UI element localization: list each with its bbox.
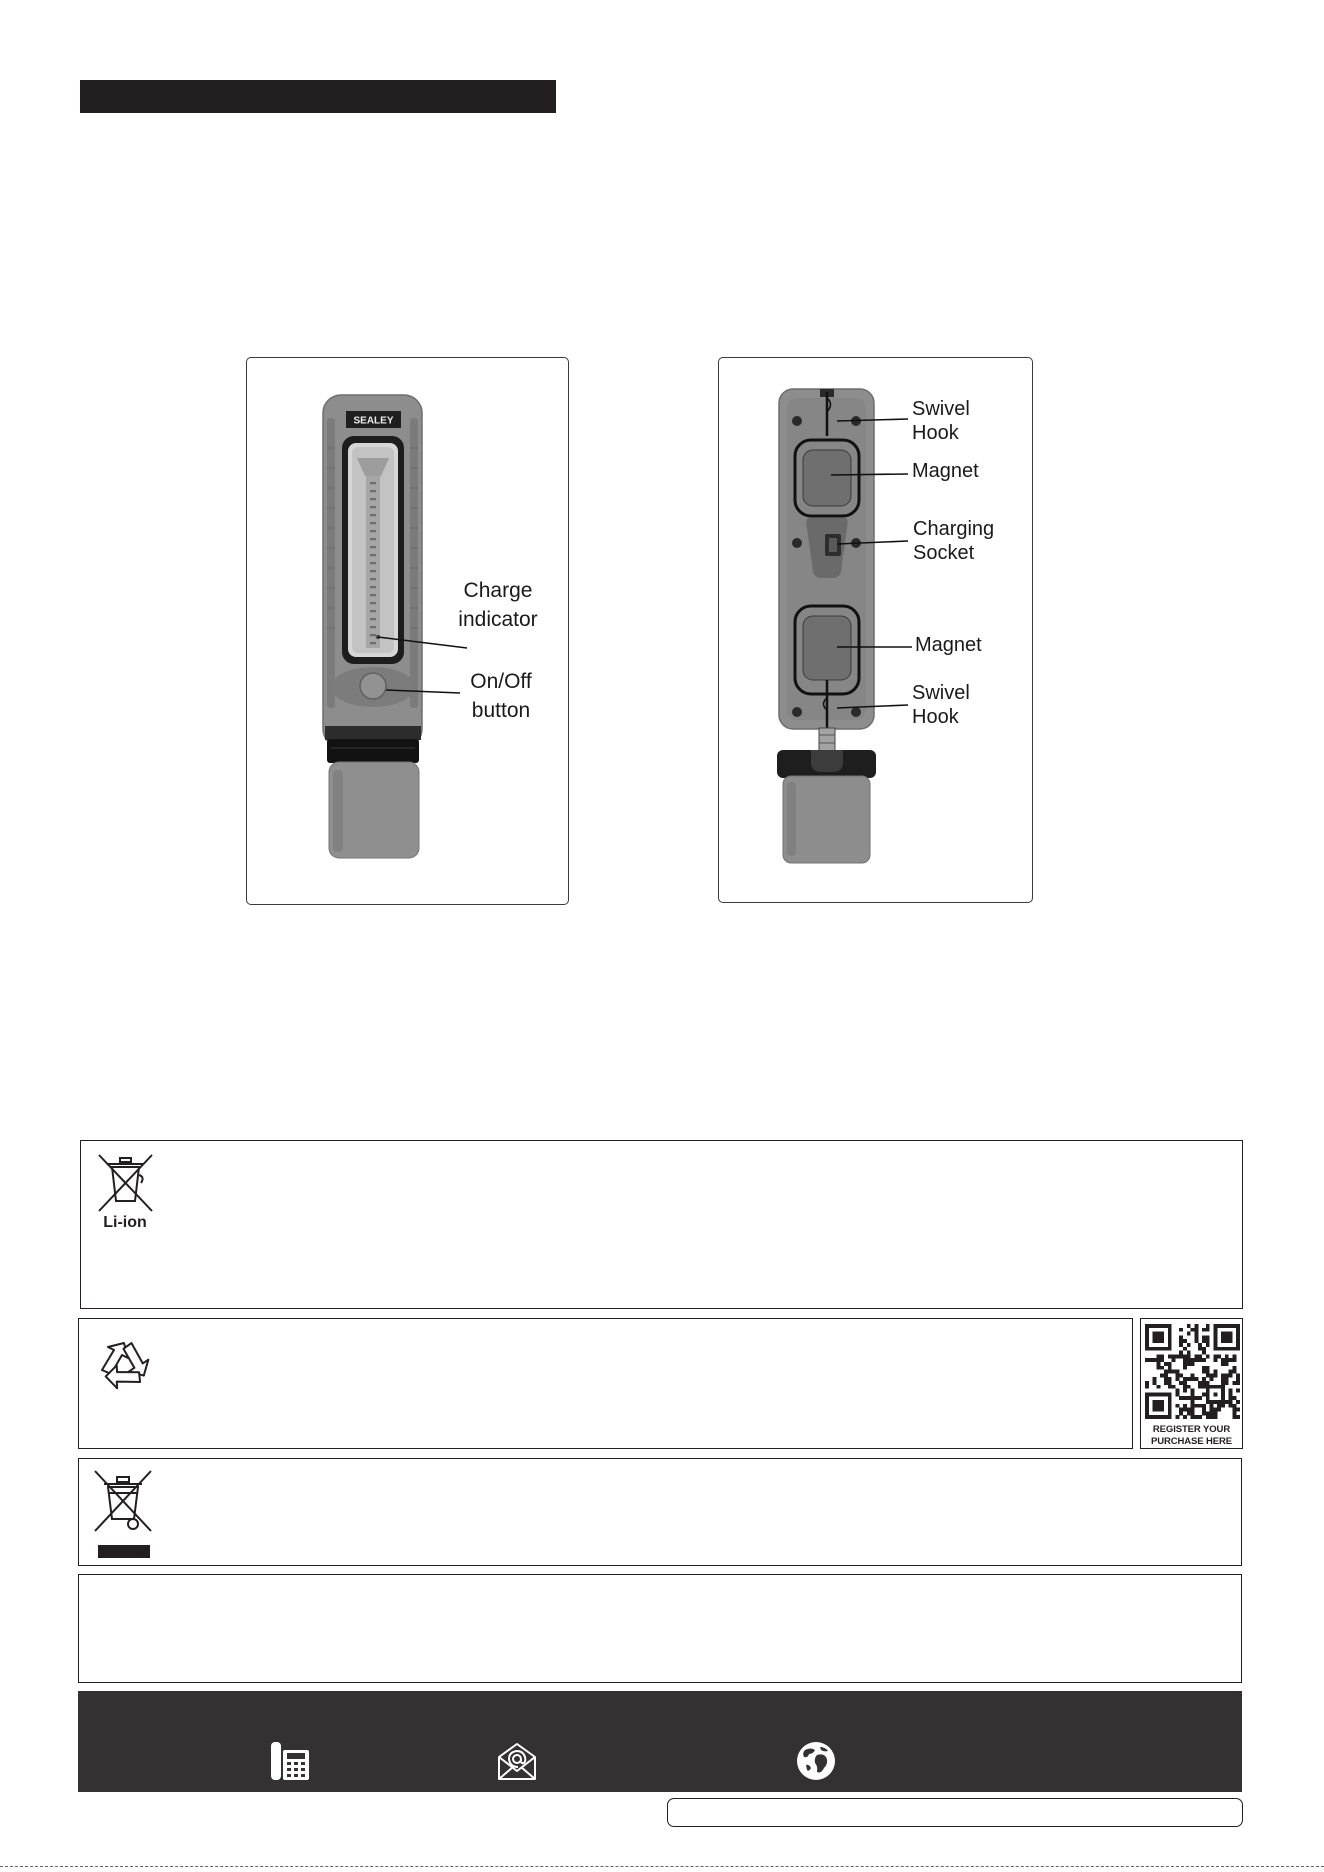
weee-notice (78, 1458, 1242, 1566)
figure-back-view (718, 357, 1033, 903)
label-charging-socket: Charging Socket (913, 518, 995, 564)
label-swivel-hook-bottom: Swivel Hook (912, 682, 970, 728)
contact-bar (78, 1691, 1242, 1792)
on-off-button-graphic (360, 673, 386, 699)
globe-icon (796, 1741, 836, 1781)
sealey-logo: SEALEY (353, 415, 394, 427)
label-charge-indicator: Charge indicator (458, 579, 538, 631)
label-magnet-bottom: Magnet (915, 634, 982, 656)
crossed-wheelie-bin-icon (93, 1469, 154, 1535)
label-on-off-button: On/Off button (470, 670, 532, 722)
section-header-bar (80, 80, 556, 113)
qr-caption-line1: REGISTER YOUR (1152, 1424, 1231, 1435)
recycling-notice (78, 1318, 1133, 1449)
phone-icon (270, 1741, 310, 1781)
recycle-icon (92, 1332, 157, 1394)
registration-qr-box[interactable] (1140, 1318, 1243, 1449)
email-icon (497, 1741, 537, 1781)
label-magnet-top: Magnet (912, 460, 979, 482)
info-box (78, 1574, 1242, 1683)
reference-box (667, 1798, 1243, 1827)
leader-line-magnet-top (831, 474, 908, 475)
page-bottom-rule (0, 1866, 1324, 1867)
li-ion-label: Li-ion (103, 1214, 147, 1231)
label-swivel-hook-top: Swivel Hook (912, 398, 970, 444)
weee-black-bar (98, 1545, 150, 1558)
qr-code-icon[interactable] (1145, 1324, 1240, 1419)
figure-front-view (246, 357, 569, 905)
crossed-bin-icon (95, 1153, 156, 1213)
qr-caption-line2: PURCHASE HERE (1150, 1436, 1233, 1447)
battery-disposal-notice (80, 1140, 1243, 1309)
